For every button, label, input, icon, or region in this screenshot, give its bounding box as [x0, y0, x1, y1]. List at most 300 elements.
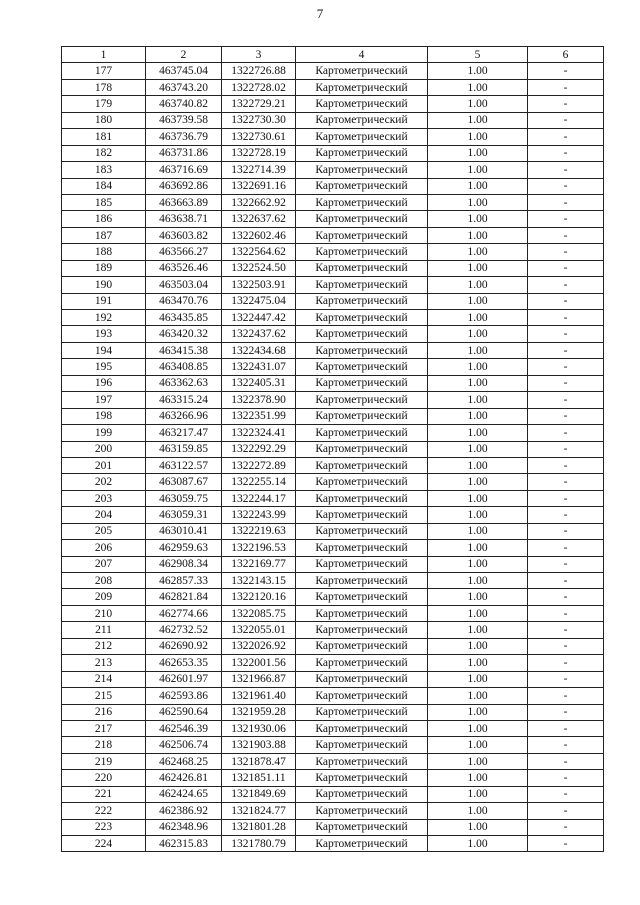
method-cell: Картометрический [296, 589, 428, 605]
accuracy-cell: 1.00 [428, 326, 528, 342]
x-coordinate-cell: 462386.92 [146, 803, 222, 819]
accuracy-cell: 1.00 [428, 63, 528, 79]
point-number-cell: 211 [62, 622, 146, 638]
point-number-cell: 195 [62, 359, 146, 375]
table-row [62, 803, 604, 819]
table-row [62, 79, 604, 95]
x-coordinate-cell: 462732.52 [146, 622, 222, 638]
x-coordinate-cell: 463122.57 [146, 457, 222, 473]
method-cell: Картометрический [296, 63, 428, 79]
accuracy-cell: 1.00 [428, 392, 528, 408]
table-row [62, 720, 604, 736]
y-coordinate-cell: 1322728.02 [222, 79, 296, 95]
point-number-cell: 217 [62, 720, 146, 736]
method-cell: Картометрический [296, 277, 428, 293]
x-coordinate-cell: 463736.79 [146, 129, 222, 145]
accuracy-cell: 1.00 [428, 211, 528, 227]
method-cell: Картометрический [296, 622, 428, 638]
description-cell: - [528, 704, 604, 720]
x-coordinate-cell: 463266.96 [146, 408, 222, 424]
point-number-cell: 214 [62, 671, 146, 687]
y-coordinate-cell: 1322026.92 [222, 638, 296, 654]
table-row [62, 704, 604, 720]
column-header-3: 3 [222, 47, 296, 63]
table-row [62, 194, 604, 210]
table-row [62, 359, 604, 375]
point-number-cell: 190 [62, 277, 146, 293]
description-cell: - [528, 408, 604, 424]
method-cell: Картометрический [296, 540, 428, 556]
method-cell: Картометрический [296, 162, 428, 178]
x-coordinate-cell: 463408.85 [146, 359, 222, 375]
x-coordinate-cell: 463740.82 [146, 96, 222, 112]
method-cell: Картометрический [296, 293, 428, 309]
x-coordinate-cell: 462315.83 [146, 836, 222, 852]
y-coordinate-cell: 1322272.89 [222, 457, 296, 473]
x-coordinate-cell: 463315.24 [146, 392, 222, 408]
method-cell: Картометрический [296, 819, 428, 835]
y-coordinate-cell: 1321780.79 [222, 836, 296, 852]
description-cell: - [528, 227, 604, 243]
x-coordinate-cell: 463087.67 [146, 474, 222, 490]
accuracy-cell: 1.00 [428, 490, 528, 506]
table-row [62, 392, 604, 408]
table-row [62, 638, 604, 654]
x-coordinate-cell: 462601.97 [146, 671, 222, 687]
method-cell: Картометрический [296, 803, 428, 819]
point-number-cell: 213 [62, 655, 146, 671]
table-row [62, 474, 604, 490]
y-coordinate-cell: 1322730.61 [222, 129, 296, 145]
x-coordinate-cell: 462590.64 [146, 704, 222, 720]
description-cell: - [528, 605, 604, 621]
table-row [62, 556, 604, 572]
table-row [62, 770, 604, 786]
method-cell: Картометрический [296, 704, 428, 720]
x-coordinate-cell: 462424.65 [146, 786, 222, 802]
x-coordinate-cell: 463362.63 [146, 375, 222, 391]
coordinates-table [61, 46, 604, 852]
description-cell: - [528, 688, 604, 704]
point-number-cell: 224 [62, 836, 146, 852]
x-coordinate-cell: 463603.82 [146, 227, 222, 243]
accuracy-cell: 1.00 [428, 162, 528, 178]
y-coordinate-cell: 1321851.11 [222, 770, 296, 786]
x-coordinate-cell: 463526.46 [146, 260, 222, 276]
y-coordinate-cell: 1322726.88 [222, 63, 296, 79]
column-header-5: 5 [428, 47, 528, 63]
method-cell: Картометрический [296, 753, 428, 769]
description-cell: - [528, 129, 604, 145]
y-coordinate-cell: 1322324.41 [222, 425, 296, 441]
page-number: 7 [316, 6, 324, 21]
method-cell: Картометрический [296, 211, 428, 227]
accuracy-cell: 1.00 [428, 310, 528, 326]
x-coordinate-cell: 462857.33 [146, 573, 222, 589]
method-cell: Картометрический [296, 770, 428, 786]
point-number-cell: 182 [62, 145, 146, 161]
point-number-cell: 204 [62, 507, 146, 523]
table-row [62, 162, 604, 178]
accuracy-cell: 1.00 [428, 457, 528, 473]
y-coordinate-cell: 1322405.31 [222, 375, 296, 391]
accuracy-cell: 1.00 [428, 540, 528, 556]
point-number-cell: 198 [62, 408, 146, 424]
method-cell: Картометрический [296, 737, 428, 753]
y-coordinate-cell: 1322085.75 [222, 605, 296, 621]
description-cell: - [528, 540, 604, 556]
x-coordinate-cell: 463435.85 [146, 310, 222, 326]
y-coordinate-cell: 1322169.77 [222, 556, 296, 572]
accuracy-cell: 1.00 [428, 277, 528, 293]
accuracy-cell: 1.00 [428, 474, 528, 490]
method-cell: Картометрический [296, 474, 428, 490]
table-row [62, 293, 604, 309]
description-cell: - [528, 326, 604, 342]
point-number-cell: 200 [62, 441, 146, 457]
description-cell: - [528, 79, 604, 95]
y-coordinate-cell: 1321959.28 [222, 704, 296, 720]
description-cell: - [528, 655, 604, 671]
accuracy-cell: 1.00 [428, 441, 528, 457]
accuracy-cell: 1.00 [428, 244, 528, 260]
x-coordinate-cell: 462593.86 [146, 688, 222, 704]
table-row [62, 688, 604, 704]
table-row [62, 441, 604, 457]
y-coordinate-cell: 1321930.06 [222, 720, 296, 736]
y-coordinate-cell: 1322437.62 [222, 326, 296, 342]
x-coordinate-cell: 462959.63 [146, 540, 222, 556]
method-cell: Картометрический [296, 688, 428, 704]
y-coordinate-cell: 1322730.30 [222, 112, 296, 128]
y-coordinate-cell: 1322431.07 [222, 359, 296, 375]
column-header-6: 6 [528, 47, 604, 63]
x-coordinate-cell: 462506.74 [146, 737, 222, 753]
point-number-cell: 177 [62, 63, 146, 79]
y-coordinate-cell: 1322378.90 [222, 392, 296, 408]
x-coordinate-cell: 463743.20 [146, 79, 222, 95]
method-cell: Картометрический [296, 326, 428, 342]
description-cell: - [528, 819, 604, 835]
method-cell: Картометрический [296, 145, 428, 161]
y-coordinate-cell: 1322729.21 [222, 96, 296, 112]
point-number-cell: 223 [62, 819, 146, 835]
point-number-cell: 221 [62, 786, 146, 802]
accuracy-cell: 1.00 [428, 803, 528, 819]
method-cell: Картометрический [296, 359, 428, 375]
accuracy-cell: 1.00 [428, 573, 528, 589]
description-cell: - [528, 162, 604, 178]
description-cell: - [528, 490, 604, 506]
x-coordinate-cell: 463217.47 [146, 425, 222, 441]
table-row [62, 408, 604, 424]
table-row [62, 260, 604, 276]
table-row [62, 573, 604, 589]
point-number-cell: 186 [62, 211, 146, 227]
table-row [62, 96, 604, 112]
y-coordinate-cell: 1321824.77 [222, 803, 296, 819]
x-coordinate-cell: 462821.84 [146, 589, 222, 605]
method-cell: Картометрический [296, 457, 428, 473]
method-cell: Картометрический [296, 786, 428, 802]
point-number-cell: 192 [62, 310, 146, 326]
column-header-1: 1 [62, 47, 146, 63]
method-cell: Картометрический [296, 79, 428, 95]
x-coordinate-cell: 463739.58 [146, 112, 222, 128]
x-coordinate-cell: 462348.96 [146, 819, 222, 835]
accuracy-cell: 1.00 [428, 507, 528, 523]
point-number-cell: 220 [62, 770, 146, 786]
x-coordinate-cell: 463159.85 [146, 441, 222, 457]
description-cell: - [528, 112, 604, 128]
x-coordinate-cell: 463503.04 [146, 277, 222, 293]
y-coordinate-cell: 1322475.04 [222, 293, 296, 309]
column-header-4: 4 [296, 47, 428, 63]
x-coordinate-cell: 463470.76 [146, 293, 222, 309]
accuracy-cell: 1.00 [428, 178, 528, 194]
x-coordinate-cell: 462690.92 [146, 638, 222, 654]
point-number-cell: 210 [62, 605, 146, 621]
table-body [62, 63, 604, 852]
point-number-cell: 222 [62, 803, 146, 819]
method-cell: Картометрический [296, 441, 428, 457]
accuracy-cell: 1.00 [428, 688, 528, 704]
table-row [62, 178, 604, 194]
method-cell: Картометрический [296, 671, 428, 687]
x-coordinate-cell: 463638.71 [146, 211, 222, 227]
description-cell: - [528, 474, 604, 490]
table-row [62, 737, 604, 753]
method-cell: Картометрический [296, 655, 428, 671]
point-number-cell: 178 [62, 79, 146, 95]
x-coordinate-cell: 463745.04 [146, 63, 222, 79]
method-cell: Картометрический [296, 425, 428, 441]
table-row [62, 490, 604, 506]
accuracy-cell: 1.00 [428, 737, 528, 753]
y-coordinate-cell: 1321878.47 [222, 753, 296, 769]
y-coordinate-cell: 1322255.14 [222, 474, 296, 490]
description-cell: - [528, 441, 604, 457]
table-row [62, 523, 604, 539]
method-cell: Картометрический [296, 96, 428, 112]
point-number-cell: 196 [62, 375, 146, 391]
table-row [62, 622, 604, 638]
description-cell: - [528, 737, 604, 753]
y-coordinate-cell: 1322503.91 [222, 277, 296, 293]
y-coordinate-cell: 1322351.99 [222, 408, 296, 424]
x-coordinate-cell: 463663.89 [146, 194, 222, 210]
table-row [62, 211, 604, 227]
point-number-cell: 203 [62, 490, 146, 506]
point-number-cell: 218 [62, 737, 146, 753]
accuracy-cell: 1.00 [428, 79, 528, 95]
y-coordinate-cell: 1322602.46 [222, 227, 296, 243]
method-cell: Картометрический [296, 507, 428, 523]
point-number-cell: 205 [62, 523, 146, 539]
description-cell: - [528, 753, 604, 769]
table-row [62, 112, 604, 128]
y-coordinate-cell: 1321961.40 [222, 688, 296, 704]
y-coordinate-cell: 1322662.92 [222, 194, 296, 210]
accuracy-cell: 1.00 [428, 638, 528, 654]
table-row [62, 326, 604, 342]
accuracy-cell: 1.00 [428, 375, 528, 391]
accuracy-cell: 1.00 [428, 589, 528, 605]
method-cell: Картометрический [296, 605, 428, 621]
method-cell: Картометрический [296, 573, 428, 589]
point-number-cell: 207 [62, 556, 146, 572]
description-cell: - [528, 211, 604, 227]
table-row [62, 507, 604, 523]
description-cell: - [528, 507, 604, 523]
description-cell: - [528, 589, 604, 605]
table-row [62, 605, 604, 621]
description-cell: - [528, 392, 604, 408]
x-coordinate-cell: 462908.34 [146, 556, 222, 572]
method-cell: Картометрический [296, 129, 428, 145]
description-cell: - [528, 342, 604, 358]
accuracy-cell: 1.00 [428, 671, 528, 687]
y-coordinate-cell: 1322219.63 [222, 523, 296, 539]
accuracy-cell: 1.00 [428, 342, 528, 358]
description-cell: - [528, 770, 604, 786]
point-number-cell: 219 [62, 753, 146, 769]
y-coordinate-cell: 1322564.62 [222, 244, 296, 260]
y-coordinate-cell: 1322524.50 [222, 260, 296, 276]
description-cell: - [528, 96, 604, 112]
accuracy-cell: 1.00 [428, 770, 528, 786]
x-coordinate-cell: 462426.81 [146, 770, 222, 786]
accuracy-cell: 1.00 [428, 129, 528, 145]
y-coordinate-cell: 1322244.17 [222, 490, 296, 506]
point-number-cell: 183 [62, 162, 146, 178]
point-number-cell: 189 [62, 260, 146, 276]
method-cell: Картометрический [296, 260, 428, 276]
method-cell: Картометрический [296, 342, 428, 358]
header-row [62, 47, 604, 63]
description-cell: - [528, 194, 604, 210]
description-cell: - [528, 720, 604, 736]
x-coordinate-cell: 462653.35 [146, 655, 222, 671]
method-cell: Картометрический [296, 556, 428, 572]
description-cell: - [528, 425, 604, 441]
description-cell: - [528, 244, 604, 260]
description-cell: - [528, 260, 604, 276]
x-coordinate-cell: 463731.86 [146, 145, 222, 161]
description-cell: - [528, 836, 604, 852]
y-coordinate-cell: 1322055.01 [222, 622, 296, 638]
accuracy-cell: 1.00 [428, 622, 528, 638]
table-row [62, 375, 604, 391]
accuracy-cell: 1.00 [428, 293, 528, 309]
y-coordinate-cell: 1321966.87 [222, 671, 296, 687]
method-cell: Картометрический [296, 112, 428, 128]
description-cell: - [528, 786, 604, 802]
x-coordinate-cell: 462774.66 [146, 605, 222, 621]
y-coordinate-cell: 1321903.88 [222, 737, 296, 753]
method-cell: Картометрический [296, 638, 428, 654]
point-number-cell: 180 [62, 112, 146, 128]
point-number-cell: 179 [62, 96, 146, 112]
description-cell: - [528, 310, 604, 326]
accuracy-cell: 1.00 [428, 359, 528, 375]
method-cell: Картометрический [296, 244, 428, 260]
table-row [62, 753, 604, 769]
y-coordinate-cell: 1322120.16 [222, 589, 296, 605]
table-row [62, 540, 604, 556]
y-coordinate-cell: 1321849.69 [222, 786, 296, 802]
table-row [62, 227, 604, 243]
x-coordinate-cell: 463566.27 [146, 244, 222, 260]
table-row [62, 786, 604, 802]
point-number-cell: 185 [62, 194, 146, 210]
accuracy-cell: 1.00 [428, 425, 528, 441]
accuracy-cell: 1.00 [428, 96, 528, 112]
method-cell: Картометрический [296, 720, 428, 736]
x-coordinate-cell: 463010.41 [146, 523, 222, 539]
description-cell: - [528, 293, 604, 309]
y-coordinate-cell: 1322714.39 [222, 162, 296, 178]
table-row [62, 244, 604, 260]
point-number-cell: 181 [62, 129, 146, 145]
table-header [62, 47, 604, 63]
point-number-cell: 184 [62, 178, 146, 194]
y-coordinate-cell: 1322434.68 [222, 342, 296, 358]
y-coordinate-cell: 1322691.16 [222, 178, 296, 194]
description-cell: - [528, 622, 604, 638]
accuracy-cell: 1.00 [428, 655, 528, 671]
table-row [62, 425, 604, 441]
table-row [62, 145, 604, 161]
description-cell: - [528, 671, 604, 687]
y-coordinate-cell: 1322728.19 [222, 145, 296, 161]
x-coordinate-cell: 463692.86 [146, 178, 222, 194]
x-coordinate-cell: 462468.25 [146, 753, 222, 769]
accuracy-cell: 1.00 [428, 408, 528, 424]
description-cell: - [528, 803, 604, 819]
y-coordinate-cell: 1321801.28 [222, 819, 296, 835]
table-row [62, 589, 604, 605]
point-number-cell: 209 [62, 589, 146, 605]
method-cell: Картометрический [296, 375, 428, 391]
table-row [62, 655, 604, 671]
accuracy-cell: 1.00 [428, 836, 528, 852]
description-cell: - [528, 359, 604, 375]
x-coordinate-cell: 463059.75 [146, 490, 222, 506]
table-row [62, 129, 604, 145]
accuracy-cell: 1.00 [428, 260, 528, 276]
method-cell: Картометрический [296, 490, 428, 506]
point-number-cell: 206 [62, 540, 146, 556]
point-number-cell: 194 [62, 342, 146, 358]
table-row [62, 63, 604, 79]
x-coordinate-cell: 463059.31 [146, 507, 222, 523]
method-cell: Картометрический [296, 194, 428, 210]
point-number-cell: 208 [62, 573, 146, 589]
method-cell: Картометрический [296, 408, 428, 424]
accuracy-cell: 1.00 [428, 786, 528, 802]
method-cell: Картометрический [296, 392, 428, 408]
description-cell: - [528, 63, 604, 79]
column-header-2: 2 [146, 47, 222, 63]
table-row [62, 671, 604, 687]
table-row [62, 819, 604, 835]
table-row [62, 277, 604, 293]
description-cell: - [528, 178, 604, 194]
point-number-cell: 188 [62, 244, 146, 260]
y-coordinate-cell: 1322637.62 [222, 211, 296, 227]
description-cell: - [528, 375, 604, 391]
